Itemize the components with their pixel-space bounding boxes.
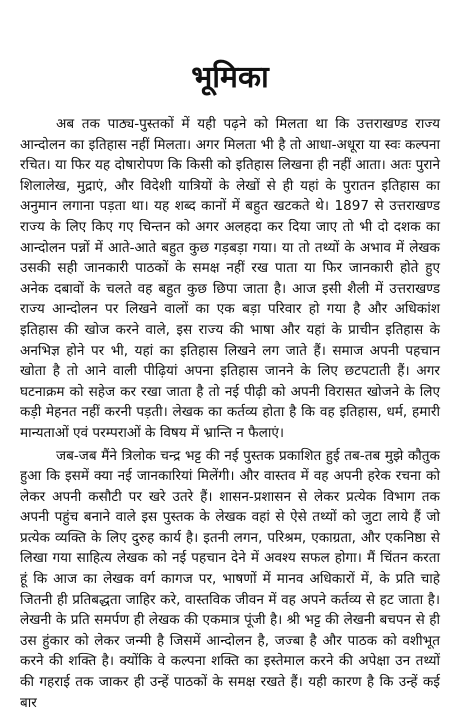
page-title: भूमिका bbox=[191, 60, 269, 95]
paragraph-1: अब तक पाठ्य-पुस्तकों में यही पढ़ने को मिलता था कि उत्तराखण्ड राज्य आन्दोलन का इतिहास नहीं मिलता। अगर मिलता भी है तो आधा-अधूरा या स्वः कल्पना रचित। या फिर यह दोषारोपण कि किसी को इतिहास लिखना ही नहीं आता। अतः पुराने शिलालेख, मुद्राएं, और विदेशी यात्रियों के लेखों से ही यहां के पुरातन इतिहास का अनुमान लगाना पड़ता था। यह शब्द कानों में बहुत खटकते थे। 1897 से उत्तराखण्ड राज्य के लिए किए गए चिन्तन को अगर अलहदा कर दिया जाए तो भी दो दशक का आन्दोलन पन्नों में आते-आते बहुत कुछ गड़बड़ा गया। या तो तथ्यों के अभाव में लेखक उसकी सही जानकारी पाठकों के समक्ष नहीं रख पाता या फिर जानकारी होते हुए अनेक दबावों के चलते वह बहुत कुछ छिपा जाता है। आज इसी शैली में उत्तराखण्ड राज्य आन्दोलन पर लिखने वालों का एक बड़ा परिवार हो गया है और अधिकांश इतिहास की खोज करने वाले, इस राज्य की भाषा और यहां के प्राचीन इतिहास के अनभिज्ञ होने पर भी, यहां का इतिहास लिखने लग जाते हैं। समाज अपनी पहचान खोता है तो आने वाली पीढ़ियां अपना इतिहास जानने के लिए छटपटाती हैं। अगर घटनाक्रम को सहेज कर रखा जाता है तो नई पीढ़ी को अपनी विरासत खोजने के लिए कड़ी मेहनत नहीं करनी पड़ती। लेखक का कर्तव्य होता है कि वह इतिहास, धर्म, हमारी मान्यताओं एवं परम्पराओं के विषय में भ्रान्ति न फैलाएं। bbox=[20, 116, 440, 441]
paragraph-2: जब-जब मैंने त्रिलोक चन्द्र भट्ट की नई पुस्तक प्रकाशित हुई तब-तब मुझे कौतुक हुआ कि इसमें क्या नई जानकारियां मिलेंगी। और वास्तव में वह अपनी हरेक रचना को लेकर अपनी कसौटी पर खरे उतरे हैं। शासन-प्रशासन से लेकर प्रत्येक विभाग तक अपनी पहुंच बनाने वाले इस पुस्तक के लेखक वहां से ऐसे तथ्यों को जुटा लाये हैं जो प्रत्येक व्यक्ति के लिए दुरुह कार्य है। इतनी लगन, परिश्रम, एकाग्रता, और एकनिष्ठा से लिखा गया साहित्य लेखक को नई पहचान देने में अवश्य सफल होगा। मैं चिंतन करता हूं कि आज का लेखक वर्ग कागज पर, भाषणों में मानव अधिकारों में, के प्रति चाहे जितनी ही प्रतिबद्धता जाहिर करे, वास्तविक जीवन में वह अपने कर्तव्य से हट जाता है। लेखनी के प्रति समर्पण ही लेखक की एकमात्र पूंजी है। श्री भट्ट की लेखनी बचपन से ही उस हुंकार को लेकर जन्मी है जिसमें आन्दोलन है, जज्बा है और पाठक को वशीभूत करने की शक्ति है। क्योंकि वे कल्पना शक्ति का इस्तेमाल करने की अपेक्षा उन तथ्यों की गहराई तक जाकर ही उन्हें पाठकों के समक्ष रखते हैं। यही कारण है कि उन्हें कई बार bbox=[20, 447, 440, 711]
